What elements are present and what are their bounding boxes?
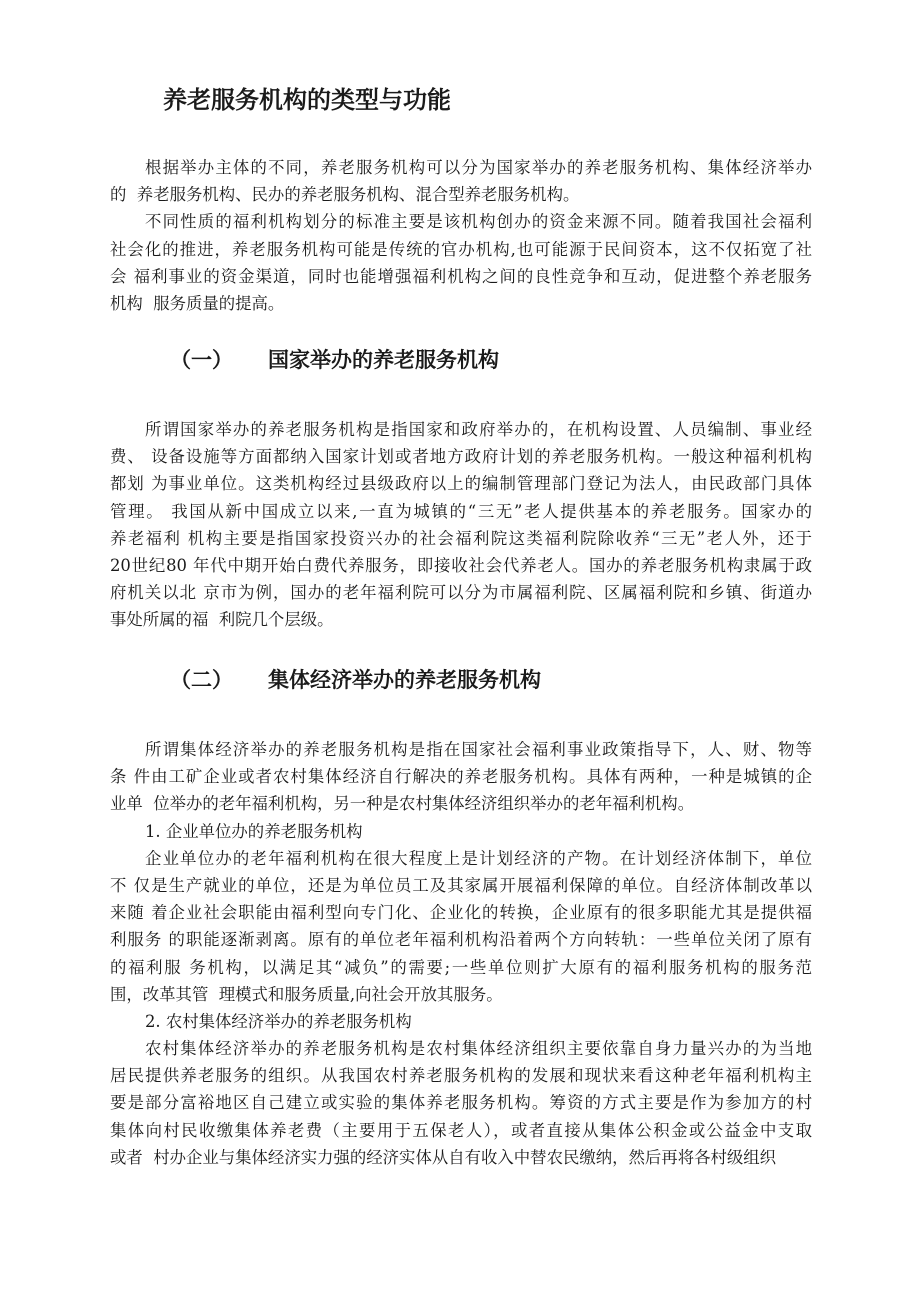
intro-paragraphs	[110, 154, 812, 317]
section-number: （一）	[170, 347, 233, 372]
paragraph-line: 集体向村民收缴集体养老费（主要用于五保老人），或者直接从集体公积金或公益金中支取	[110, 1120, 812, 1140]
section-title: 集体经济举办的养老服务机构	[268, 667, 541, 692]
paragraph-line: 企业单位办的老年福利机构在很大程度上是计划经济的产物。在计划经济体制下，单位	[145, 848, 812, 868]
paragraph-line: 根据举办主体的不同，养老服务机构可以分为国家举办的养老服务机构、集体经济举办	[145, 158, 812, 177]
paragraph-line: 来随 着企业社会职能由福利型向专门化、企业化的转换，企业原有的很多职能尤其是提供福	[110, 903, 812, 923]
section-title: 国家举办的养老服务机构	[268, 347, 499, 372]
paragraph-line: 要是部分富裕地区自己建立或实验的集体养老服务机构。筹资的方式主要是作为参加方的村	[110, 1093, 812, 1113]
paragraph-line: 农村集体经济举办的养老服务机构是农村集体经济组织主要依靠自身力量兴办的为当地	[145, 1039, 812, 1059]
paragraph-line: 事处所属的福 利院几个层级。	[110, 610, 334, 630]
paragraph-line: 所谓国家举办的养老服务机构是指国家和政府举办的，在机构设置、人员编制、事业经	[145, 420, 812, 439]
paragraph-line: 府机关以北 京市为例，国办的老年福利院可以分为市属福利院、区属福利院和乡镇、街道办	[110, 583, 812, 603]
paragraph-line: 费、 设备设施等方面都纳入国家计划或者地方政府计划的养老服务机构。一般这种福利机构	[110, 447, 812, 467]
paragraph-line: 机构 服务质量的提高。	[110, 293, 285, 313]
paragraph-line: 利服务 的职能逐渐剥离。原有的单位老年福利机构沿着两个方向转轨：一些单位关闭了原有	[110, 930, 812, 950]
paragraph-line: 或者 村办企业与集体经济实力强的经济实体从自有收入中替农民缴纳，然后再将各村级组织	[110, 1147, 777, 1167]
paragraph-line: 所谓集体经济举办的养老服务机构是指在国家社会福利事业政策指导下，人、财、物等	[145, 740, 812, 759]
paragraph-line: 1. 企业单位办的养老服务机构	[145, 821, 363, 841]
paragraph-line: 养老福利 机构主要是指国家投资兴办的社会福利院这类福利院除收养“三无”老人外，还于	[110, 528, 812, 548]
section-2-body	[110, 736, 812, 1171]
section-1-body	[110, 416, 812, 634]
paragraph-line: 管理。 我国从新中国成立以来,一直为城镇的“三无”老人提供基本的养老服务。国家办的	[110, 501, 812, 521]
paragraph-line: 条 件由工矿企业或者农村集体经济自行解决的养老服务机构。具体有两种，一种是城镇的企	[110, 767, 812, 787]
paragraph-line: 的 养老服务机构、民办的养老服务机构、混合型养老服务机构。	[110, 185, 580, 205]
paragraph-line: 不 仅是生产就业的单位，还是为单位员工及其家属开展福利保障的单位。自经济体制改革以	[110, 875, 812, 895]
paragraph-line: 都划 为事业单位。这类机构经过县级政府以上的编制管理部门登记为法人，由民政部门具体	[110, 474, 812, 494]
paragraph-line: 会 福利事业的资金渠道，同时也能增强福利机构之间的良性竞争和互动，促进整个养老服务	[110, 266, 812, 286]
paragraph-line: 居民提供养老服务的组织。从我国农村养老服务机构的发展和现状来看这种老年福利机构主	[110, 1066, 812, 1086]
paragraph-line: 业单 位举办的老年福利机构，另一种是农村集体经济组织举办的老年福利机构。	[110, 794, 695, 814]
section-number: （二）	[170, 667, 233, 692]
paragraph-line: 的福利服 务机构，以满足其“减负”的需要;一些单位则扩大原有的福利服务机构的服务范	[110, 957, 812, 977]
paragraph-line: 2. 农村集体经济举办的养老服务机构	[145, 1011, 412, 1031]
paragraph-line: 社会化的推进，养老服务机构可能是传统的官办机构,也可能源于民间资本，这不仅拓宽了社	[110, 239, 812, 259]
paragraph-line: 20世纪80 年代中期开始白费代养服务，即接收社会代养老人。国办的养老服务机构隶属于政	[110, 555, 812, 575]
document-title: 养老服务机构的类型与功能	[163, 85, 451, 114]
paragraph-line: 不同性质的福利机构划分的标准主要是该机构创办的资金来源不同。随着我国社会福利	[145, 212, 812, 232]
paragraph-line: 围，改革其管 理模式和服务质量,向社会开放其服务。	[110, 984, 503, 1004]
